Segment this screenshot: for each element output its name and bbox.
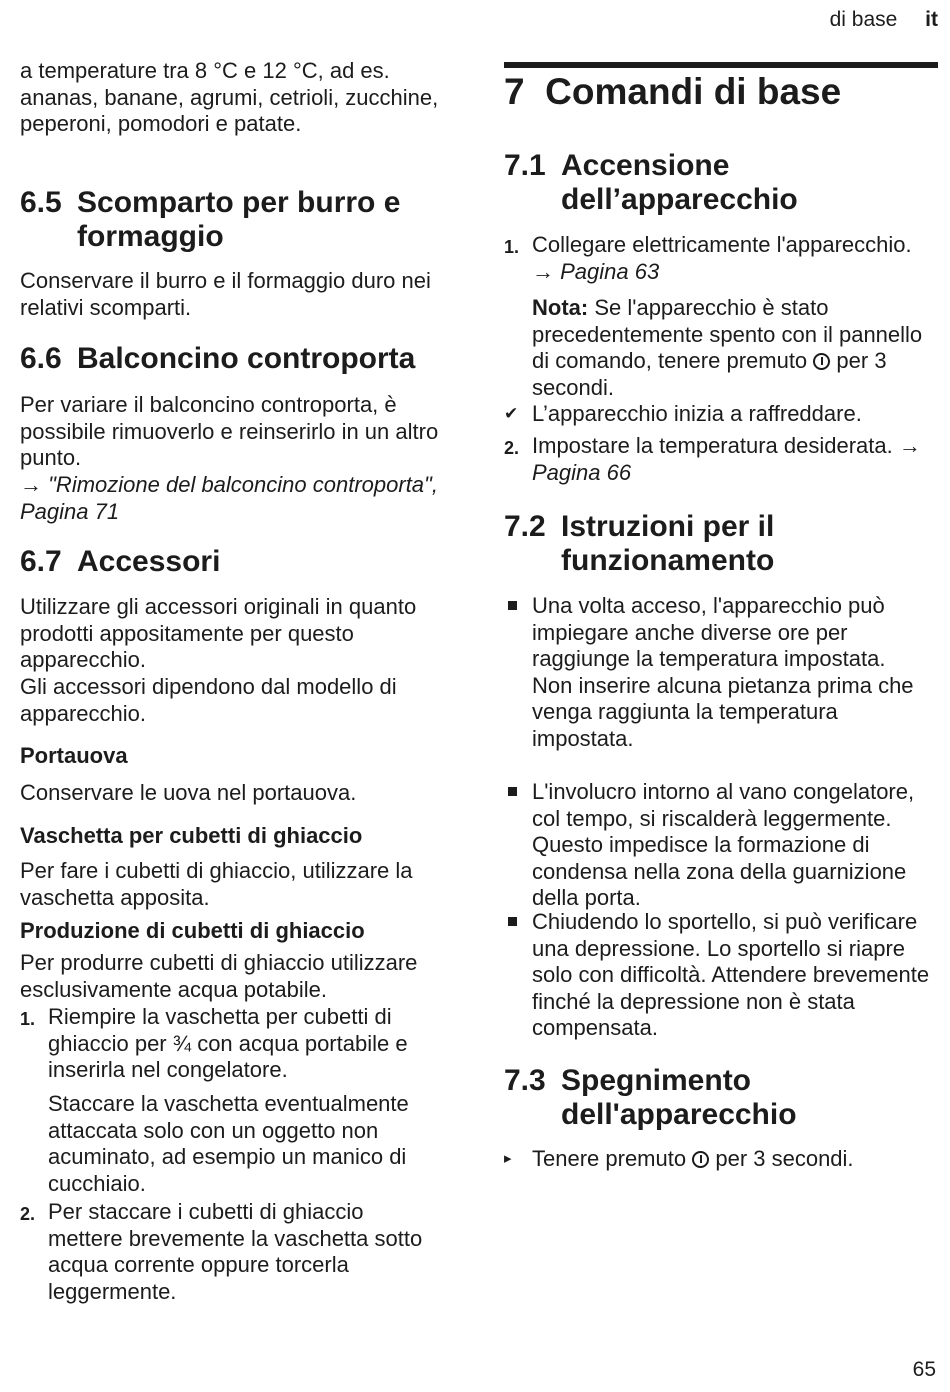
square-bullet-icon [508,787,517,796]
section-number: 6.7 [20,545,62,578]
note-text: Se l'apparecchio è stato precedentemente spento con il pannello di comando, tenere premuto [532,295,923,373]
arrow-icon: → [898,433,921,458]
section-number: 6.6 [20,342,62,375]
square-bullet-icon [508,917,517,926]
bullet-item [504,909,938,1042]
chapter-heading [504,72,841,112]
subheading-vaschetta: Vaschetta per cubetti di ghiaccio [20,823,363,848]
section-number: 6.5 [20,186,62,219]
header-section: di base [829,8,898,31]
section-heading-7-3 [504,1064,929,1132]
produzione-text: Per produrre cubetti di ghiaccio utilizzare esclusivamente acqua potabile. [20,950,418,1002]
note-tail: per 3 secondi. [532,348,887,400]
section-6-6-text: Per variare il balconcino controporta, è possibile rimuoverlo e reinserirlo in un altro punto. [20,392,439,470]
arrow-icon: → [20,472,42,497]
checkmark-icon: ✔ [504,404,519,423]
action-arrow-icon: ▸ [504,1150,512,1167]
arrow-icon: → [532,258,554,284]
step-1 [504,232,932,285]
step-number: 1. [20,1009,36,1029]
section-heading-6-6 [20,342,450,376]
bullet-text: L'involucro intorno al vano congelatore, col tempo, si riscalderà leggermente. Questo impedisce la formazione di condensa nella zona della guarnizione della porta. [532,779,915,910]
bullet-item [504,593,938,752]
subheading-portauova: Portauova [20,743,128,768]
step-2 [504,433,932,486]
step-number: 1. [504,237,520,257]
bullet-item [504,779,934,912]
cross-reference-text: "Rimozione del balconcino controporta", Pagina 71 [20,472,438,524]
chapter-rule [504,62,938,68]
step-number: 2. [504,438,520,458]
chapter-number: 7 [504,71,525,112]
note [532,295,938,401]
step-1-note: Staccare la vaschetta eventualmente attaccata solo con un oggetto non acuminato, ad esempio un manico di cucchiaio. [48,1091,409,1196]
step-text [504,433,932,486]
step-1 [20,1004,440,1084]
section-heading-7-1 [504,149,929,217]
action-step [504,1146,932,1173]
section-number: 7.3 [504,1064,546,1097]
section-title: Istruzioni per il funzionamento [561,510,775,577]
step-2 [20,1199,435,1305]
action-text [504,1146,932,1173]
intro-paragraph: a temperature tra 8 °C e 12 °C, ad es. ananas, banane, agrumi, cetrioli, zucchine, peperoni, pomodori e patate. [20,58,439,136]
page-reference[interactable]: Pagina 63 [560,258,660,284]
section-heading-6-5 [20,186,450,254]
section-number: 7.2 [504,510,546,543]
subheading-produzione: Produzione di cubetti di ghiaccio [20,918,365,943]
section-title: Scomparto per burro e formaggio [77,186,401,253]
section-title: Balconcino controporta [77,342,416,375]
step-text [504,232,932,285]
action-text-a: Tenere premuto [532,1146,687,1171]
vaschetta-text: Per fare i cubetti di ghiaccio, utilizzare la vaschetta apposita. [20,858,413,910]
section-title: Spegnimento dell'apparecchio [561,1064,797,1131]
result-line [504,401,932,428]
accessori-text-2: Gli accessori dipendono dal modello di apparecchio. [20,674,397,726]
section-heading-6-7 [20,545,450,579]
section-6-5-text: Conservare il burro e il formaggio duro nei relativi scomparti. [20,268,431,320]
step-text: Riempire la vaschetta per cubetti di ghiaccio per ¾ con acqua portabile e inserirla nel congelatore. [48,1004,408,1082]
section-heading-7-2 [504,510,929,578]
section-number: 7.1 [504,149,546,182]
step-text: Per staccare i cubetti di ghiaccio mettere brevemente la vaschetta sotto acqua corrente oppure torcerla leggermente. [48,1199,423,1304]
action-text-b: per 3 secondi. [715,1146,854,1171]
header-language: it [925,8,938,31]
section-title: Accessori [77,545,221,578]
note-label: Nota: [532,295,589,320]
result-text: L’apparecchio inizia a raffreddare. [532,401,862,426]
chapter-title: Comandi di base [545,71,842,112]
portauova-text: Conservare le uova nel portauova. [20,780,357,805]
power-icon [692,1151,709,1168]
page-reference[interactable]: Pagina 66 [532,459,632,485]
running-header [830,8,938,32]
accessori-text: Utilizzare gli accessori originali in quanto prodotti appositamente per questo apparecchio. [20,594,417,672]
section-title: Accensione dell’apparecchio [561,149,798,216]
step-text-main: Collegare elettricamente l'apparecchio. [532,232,912,257]
square-bullet-icon [508,601,517,610]
step-number: 2. [20,1204,36,1224]
cross-reference[interactable] [20,472,450,525]
power-icon [813,353,830,370]
step-text-main: Impostare la temperatura desiderata. [532,433,893,458]
page-number: 65 [912,1358,936,1381]
bullet-extra-text: Non inserire alcuna pietanza prima che venga raggiunta la temperatura impostata. [532,672,914,751]
bullet-text: Chiudendo lo sportello, si può verificare una depressione. Lo sportello si riapre solo con difficoltà. Attendere brevemente finché la depressione non è stata compensata. [532,909,930,1040]
bullet-text: Una volta acceso, l'apparecchio può impiegare anche diverse ore per raggiunge la temperatura impostata. [532,593,886,671]
